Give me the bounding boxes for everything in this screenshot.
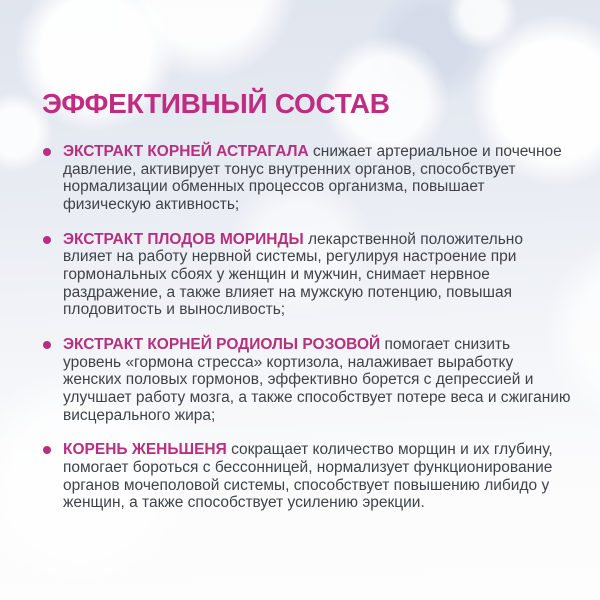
ingredient-description: помогает снизить уровень «гормона стресса» кортизола, налаживает выработку женских половых гормонов, эффективно борется с депрессией и улучшает работу мозга, а также способствует потере веса и сжиганию висцерального жира; [63, 335, 571, 424]
ingredients-list [42, 143, 572, 512]
bullet-dot-icon [43, 236, 51, 244]
ingredient-name: ЭКСТРАКТ КОРНЕЙ АСТРАГАЛА [63, 143, 309, 160]
ingredient-name: ЭКСТРАКТ ПЛОДОВ МОРИНДЫ [63, 230, 304, 248]
ingredient-description: сокращает количество морщин и их глубину, помогает бороться с бессонницей, нормализует функционирование органов мочеполовой системы, способствует повышению либидо у женщин, а также способствует усилению эрекции. [63, 441, 553, 512]
slide-content [42, 90, 572, 529]
list-item [42, 231, 572, 319]
list-item [42, 441, 572, 512]
bullet-dot-icon [43, 341, 51, 349]
ingredient-description: лекарственной положительно влияет на работу нервной системы, регулируя настроение при гормональных сбоях у женщин и мужчин, снимает нервное раздражение, а также влияет на мужскую потенцию, повышая плодовитость и выносливость; [63, 230, 523, 319]
ingredient-name: КОРЕНЬ ЖЕНЬШЕНЯ [63, 441, 227, 459]
list-item [42, 336, 572, 424]
bullet-dot-icon [43, 148, 51, 156]
ingredient-name: ЭКСТРАКТ КОРНЕЙ РОДИОЛЫ РОЗОВОЙ [63, 335, 381, 353]
bullet-dot-icon [43, 446, 51, 454]
list-item [42, 143, 572, 214]
ingredient-description: снижает артериальное и почечное давление, активирует тонус внутренних органов, способствует нормализации обменных процессов организма, повышает физическую активность; [63, 143, 562, 213]
page-title: ЭФФЕКТИВНЫЙ СОСТАВ [42, 88, 390, 119]
